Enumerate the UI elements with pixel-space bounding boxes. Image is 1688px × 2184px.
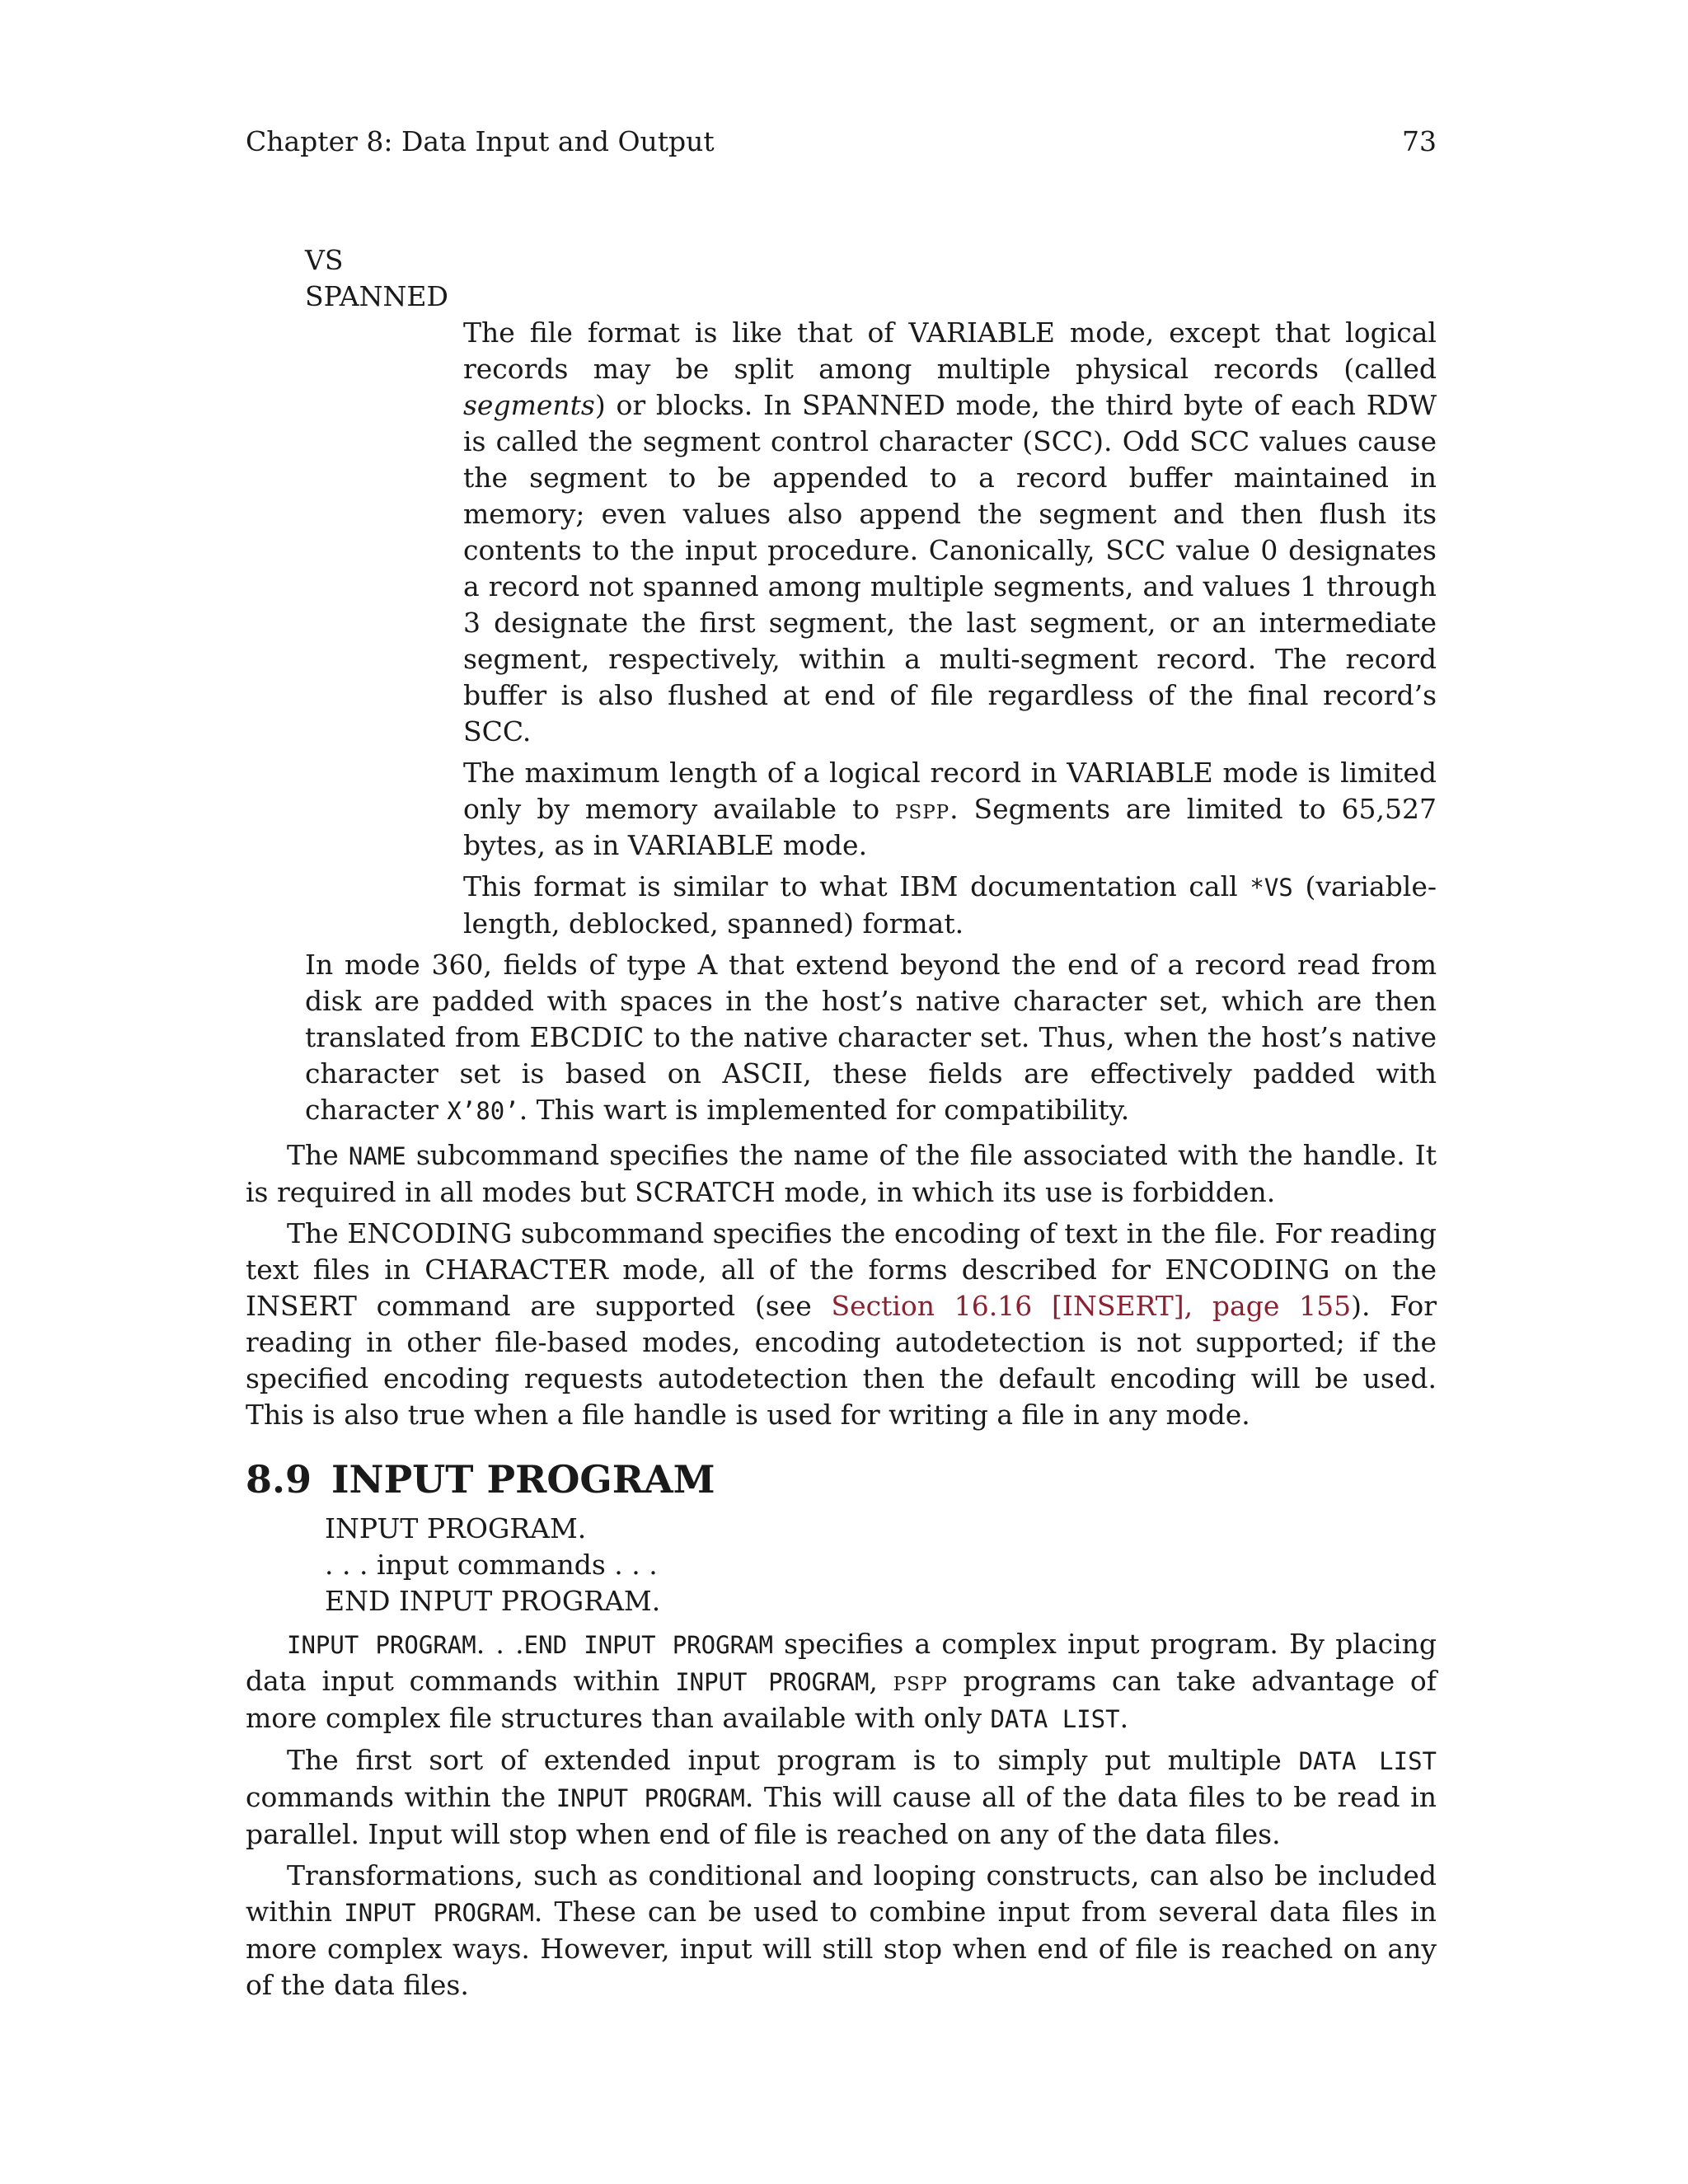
term-vs: VS (305, 244, 344, 276)
code-name: NAME (348, 1142, 406, 1170)
term-paragraph-1: The file format is like that of VARIABLE mode, except that logical records may be split among multiple physical records (called segments) or blocks. In SPANNED mode, the third byte of each RDW is called the segment control character (SCC). Odd SCC values cause the segment to be appended to a record buffer maintained in memory; even values also append the segment and then flush its contents to the input procedure. Canonically, SCC value 0 designates a record not spanned among multiple segments, and values 1 through 3 designate the first segment, the last segment, or an intermediate segment, respectively, within a multi-segment record. The record buffer is also flushed at end of file regardless of the final record’s SCC. (463, 316, 1437, 748)
document-page (246, 124, 1437, 2008)
term-paragraph-2: The maximum length of a logical record in VARIABLE mode is limited only by memory available to pspp. Segments are limited to 65,527 bytes, as in VARIABLE mode. (463, 757, 1437, 861)
syntax-block (325, 1511, 1437, 1619)
syntax-line-1: INPUT PROGRAM. (325, 1512, 587, 1544)
mode-360-note: In mode 360, fields of type A that extend beyond the end of a record read from disk are padded with spaces in the host’s native character set, which are then translated from EBCDIC to the native character set. Thus, when the host’s native character set is based on ASCII, these fields are effectively padded with character X’80’. This wart is implemented for compatibility. (305, 949, 1437, 1126)
section-number: 8.9 (246, 1457, 312, 1502)
syntax-line-2: . . . input commands . . . (325, 1549, 658, 1581)
term-spanned: SPANNED (305, 280, 448, 312)
encoding-subcommand-paragraph: The ENCODING subcommand specifies the encoding of text in the file. For reading text files in CHARACTER mode, all of the forms described for ENCODING on the INSERT command are supported (see Section 16.16 [INSERT], page 155). For reading in other file-based modes, encoding autodetection is not supported; if the specified encoding requests autodetection then the default encoding will be used. This is also true when a file handle is used for writing a file in any mode. (246, 1217, 1437, 1431)
syntax-line-3: END INPUT PROGRAM. (325, 1585, 661, 1617)
name-subcommand-paragraph: The NAME subcommand specifies the name of the file associated with the handle. It is required in all modes but SCRATCH mode, in which its use is forbidden. (246, 1139, 1437, 1208)
term-description (463, 315, 1437, 942)
chapter-title: Chapter 8: Data Input and Output (246, 125, 715, 157)
input-program-paragraph-2: The first sort of extended input program is to simply put multiple DATA LIST commands within the INPUT PROGRAM. This will cause all of the data files to be read in parallel. Input will stop when end of file is reached on any of the data files. (246, 1744, 1437, 1850)
emphasis-segments: segments (463, 389, 595, 421)
section-title: INPUT PROGRAM (331, 1457, 715, 1502)
definition-list-item-vs-spanned (305, 242, 1437, 942)
running-header (246, 124, 1437, 160)
pspp-name: pspp (893, 1665, 948, 1697)
input-program-paragraph-3: Transformations, such as conditional and looping constructs, can also be included within INPUT PROGRAM. These can be used to combine input from several data files in more complex ways. However, input will still stop when end of file is reached on any of the data files. (246, 1859, 1437, 2001)
pspp-name: pspp (894, 793, 950, 825)
code-vs: *VS (1250, 874, 1293, 902)
term-paragraph-3: This format is similar to what IBM documentation call *VS (variable-length, deblocked, spanned) format. (463, 870, 1437, 940)
section-heading (246, 1455, 1437, 1504)
page-number: 73 (1402, 125, 1437, 157)
input-program-paragraph-1: INPUT PROGRAM. . .END INPUT PROGRAM specifies a complex input program. By placing data input commands within INPUT PROGRAM, pspp programs can take advantage of more complex file structures than available with only DATA LIST. (246, 1628, 1437, 1734)
insert-section-link[interactable]: Section 16.16 [INSERT], page 155 (831, 1290, 1352, 1322)
code-x80: X’80’ (447, 1097, 519, 1125)
